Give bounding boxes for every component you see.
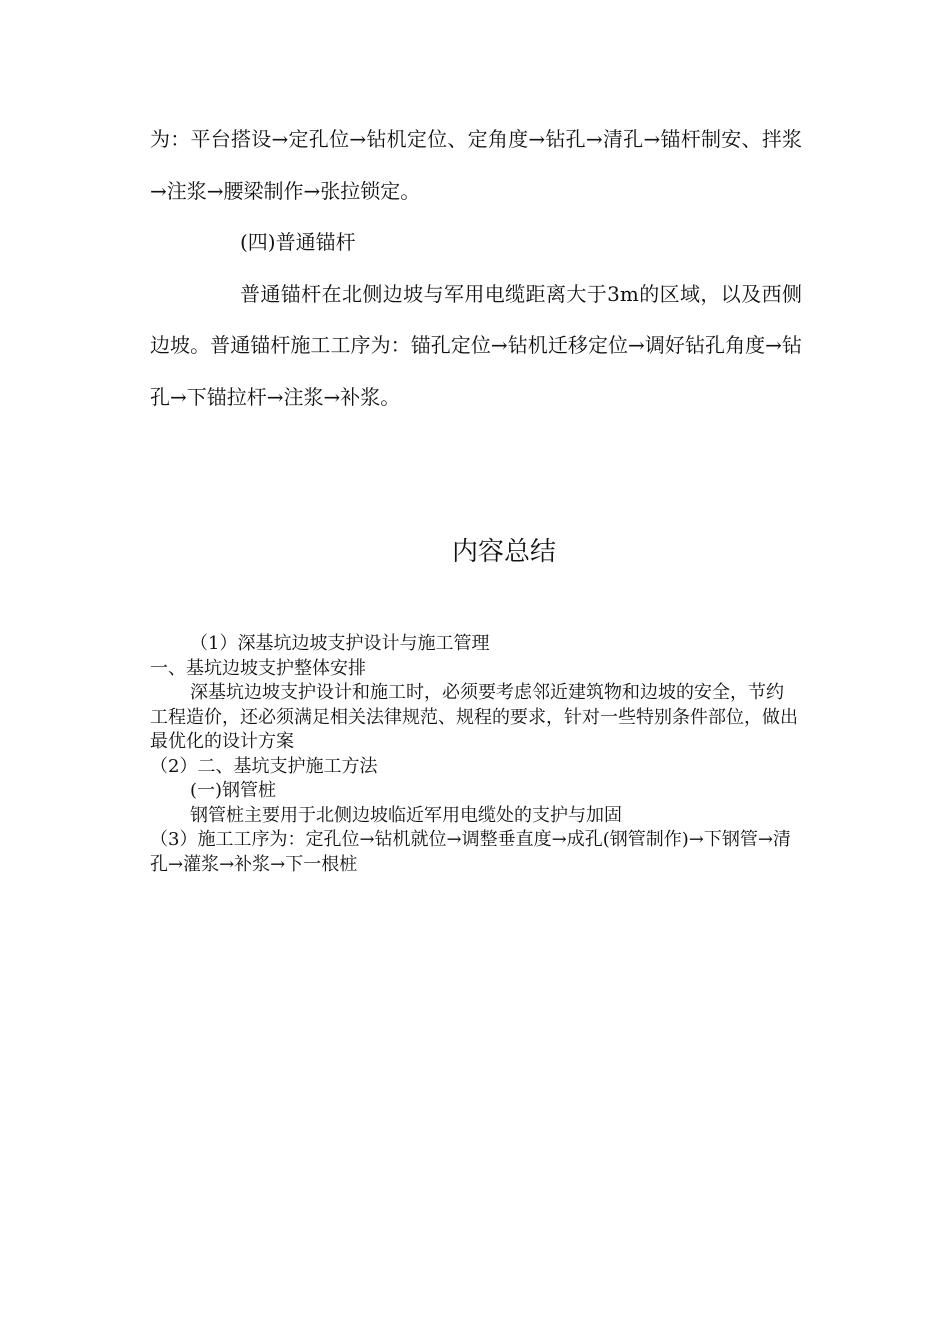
section-heading-ordinary-anchor: (四)普通锚杆 — [240, 230, 356, 255]
summary-line-3: 深基坑边坡支护设计和施工时，必须要考虑邻近建筑物和边坡的安全，节约工程造价，还必须满足相关法律规范、规程的要求，针对一些特别条件部位，做出最优化的设计方案 — [150, 682, 798, 752]
summary-line-6: 钢管桩主要用于北侧边坡临近军用电缆处的支护与加固 — [190, 804, 622, 826]
paragraph-construction-sequence: 为：平台搭设→定孔位→钻机定位、定角度→钻孔→清孔→锚杆制安、拌浆→注浆→腰梁制作→张拉锁定。 — [150, 127, 802, 203]
body-text — [150, 114, 802, 424]
summary-title: 内容总结 — [451, 537, 556, 567]
summary-section — [150, 632, 800, 877]
summary-line-4: （2）二、基坑支护施工方法 — [150, 755, 378, 777]
summary-line-2: 一、基坑边坡支护整体安排 — [150, 657, 366, 679]
summary-line-7: （3）施工工序为：定孔位→钻机就位→调整垂直度→成孔(钢管制作)→下钢管→清孔→灌浆→补浆→下一根桩 — [150, 829, 791, 875]
summary-line-5: (一)钢管桩 — [190, 780, 277, 801]
summary-line-1: （1）深基坑边坡支护设计与施工管理 — [190, 633, 490, 654]
paragraph-ordinary-anchor: 普通锚杆在北侧边坡与军用电缆距离大于3m的区域，以及西侧边坡。普通锚杆施工工序为：锚孔定位→钻机迁移定位→调好钻孔角度→钻孔→下锚拉杆→注浆→补浆。 — [150, 281, 802, 409]
